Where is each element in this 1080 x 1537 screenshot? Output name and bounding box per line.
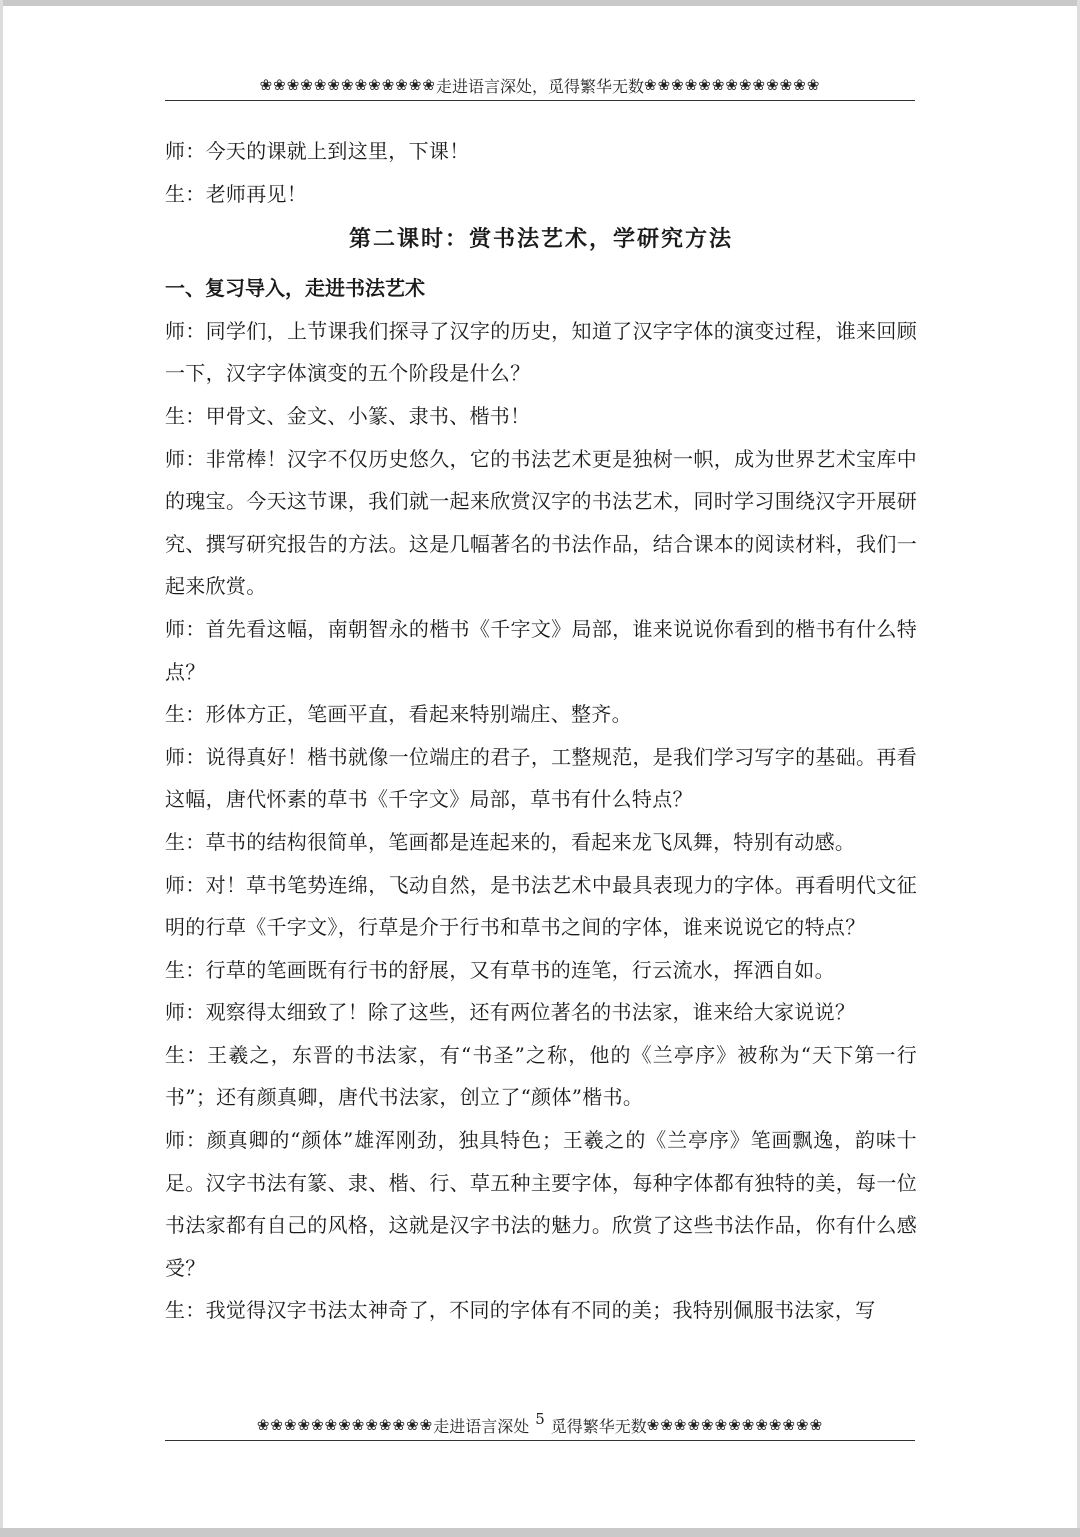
dialogue-paragraph: 师：观察得太细致了！除了这些，还有两位著名的书法家，谁来给大家说说？: [165, 1000, 856, 1025]
dialogue-line: 生：老师再见！: [165, 181, 308, 206]
page-content: [165, 130, 917, 1332]
dialogue-paragraph: 师：非常棒！汉字不仅历史悠久，它的书法艺术更是独树一帜，成为世界艺术宝库中的瑰宝。今天这节课，我们就一起来欣赏汉字的书法艺术，同时学习围绕汉字开展研究、撰写研究报告的方法。这是几幅著名的书法作品，结合课本的阅读材料，我们一起来欣赏。: [165, 446, 917, 599]
dialogue-paragraph: 师：同学们，上节课我们探寻了汉字的历史，知道了汉字字体的演变过程，谁来回顾一下，汉字字体演变的五个阶段是什么？: [165, 318, 917, 386]
footer-flower-border-left: ❀❀❀❀❀❀❀❀❀❀❀❀❀: [256, 1416, 434, 1434]
dialogue-paragraph: 生：甲骨文、金文、小篆、隶书、楷书！: [165, 403, 531, 428]
dialogue-paragraph: 师：对！草书笔势连绵，飞动自然，是书法艺术中最具表现力的字体。再看明代文征明的行草《千字文》，行草是介于行书和草书之间的字体，谁来说说它的特点？: [165, 872, 917, 940]
left-frame-edge: [0, 0, 3, 1537]
header-motto: 走进语言深处，觅得繁华无数: [435, 76, 644, 96]
footer-flower-border-right: ❀❀❀❀❀❀❀❀❀❀❀❀❀: [646, 1416, 824, 1434]
dialogue-paragraph: 生：我觉得汉字书法太神奇了，不同的字体有不同的美；我特别佩服书法家，写: [165, 1298, 876, 1323]
footer-motto-left: 走进语言深处: [433, 1416, 530, 1436]
page-header: [165, 70, 915, 101]
header-flower-border-left: ❀❀❀❀❀❀❀❀❀❀❀❀❀: [259, 76, 436, 94]
footer-motto-right: 觅得繁华无数: [550, 1416, 647, 1436]
dialogue-paragraph: 生：形体方正，笔画平直，看起来特别端庄、整齐。: [165, 702, 632, 727]
dialogue-paragraph: 师：首先看这幅，南朝智永的楷书《千字文》局部，谁来说说你看到的楷书有什么特点？: [165, 616, 917, 684]
dialogue-paragraph: 师：颜真卿的“颜体”雄浑刚劲，独具特色；王羲之的《兰亭序》笔画飘逸，韵味十足。汉字书法有篆、隶、楷、行、草五种主要字体，每种字体都有独特的美，每一位书法家都有自己的风格，这就是汉字书法的魅力。欣赏了这些书法作品，你有什么感受？: [165, 1128, 917, 1280]
section-heading: 一、复习导入，走进书法艺术: [165, 276, 425, 301]
page-number: 5: [535, 1410, 545, 1428]
bottom-frame-bar: [0, 1528, 1080, 1537]
dialogue-paragraph: 生：草书的结构很简单，笔画都是连起来的，看起来龙飞凤舞，特别有动感。: [165, 829, 856, 854]
dialogue-paragraph: 生：行草的笔画既有行书的舒展，又有草书的连笔，行云流水，挥洒自如。: [165, 957, 835, 982]
dialogue-paragraph: 生：王羲之，东晋的书法家，有“书圣”之称，他的《兰亭序》被称为“天下第一行书”；还有颜真卿，唐代书法家，创立了“颜体”楷书。: [165, 1042, 917, 1110]
header-flower-border-right: ❀❀❀❀❀❀❀❀❀❀❀❀❀: [644, 76, 821, 94]
dialogue-line: 师：今天的课就上到这里，下课！: [165, 139, 470, 163]
page-footer: [165, 1410, 915, 1441]
lesson-title: 第二课时：赏书法艺术，学研究方法: [348, 227, 733, 253]
dialogue-paragraph: 师：说得真好！楷书就像一位端庄的君子，工整规范，是我们学习写字的基础。再看这幅，唐代怀素的草书《千字文》局部，草书有什么特点？: [165, 744, 917, 812]
top-frame-bar: [0, 0, 1080, 6]
